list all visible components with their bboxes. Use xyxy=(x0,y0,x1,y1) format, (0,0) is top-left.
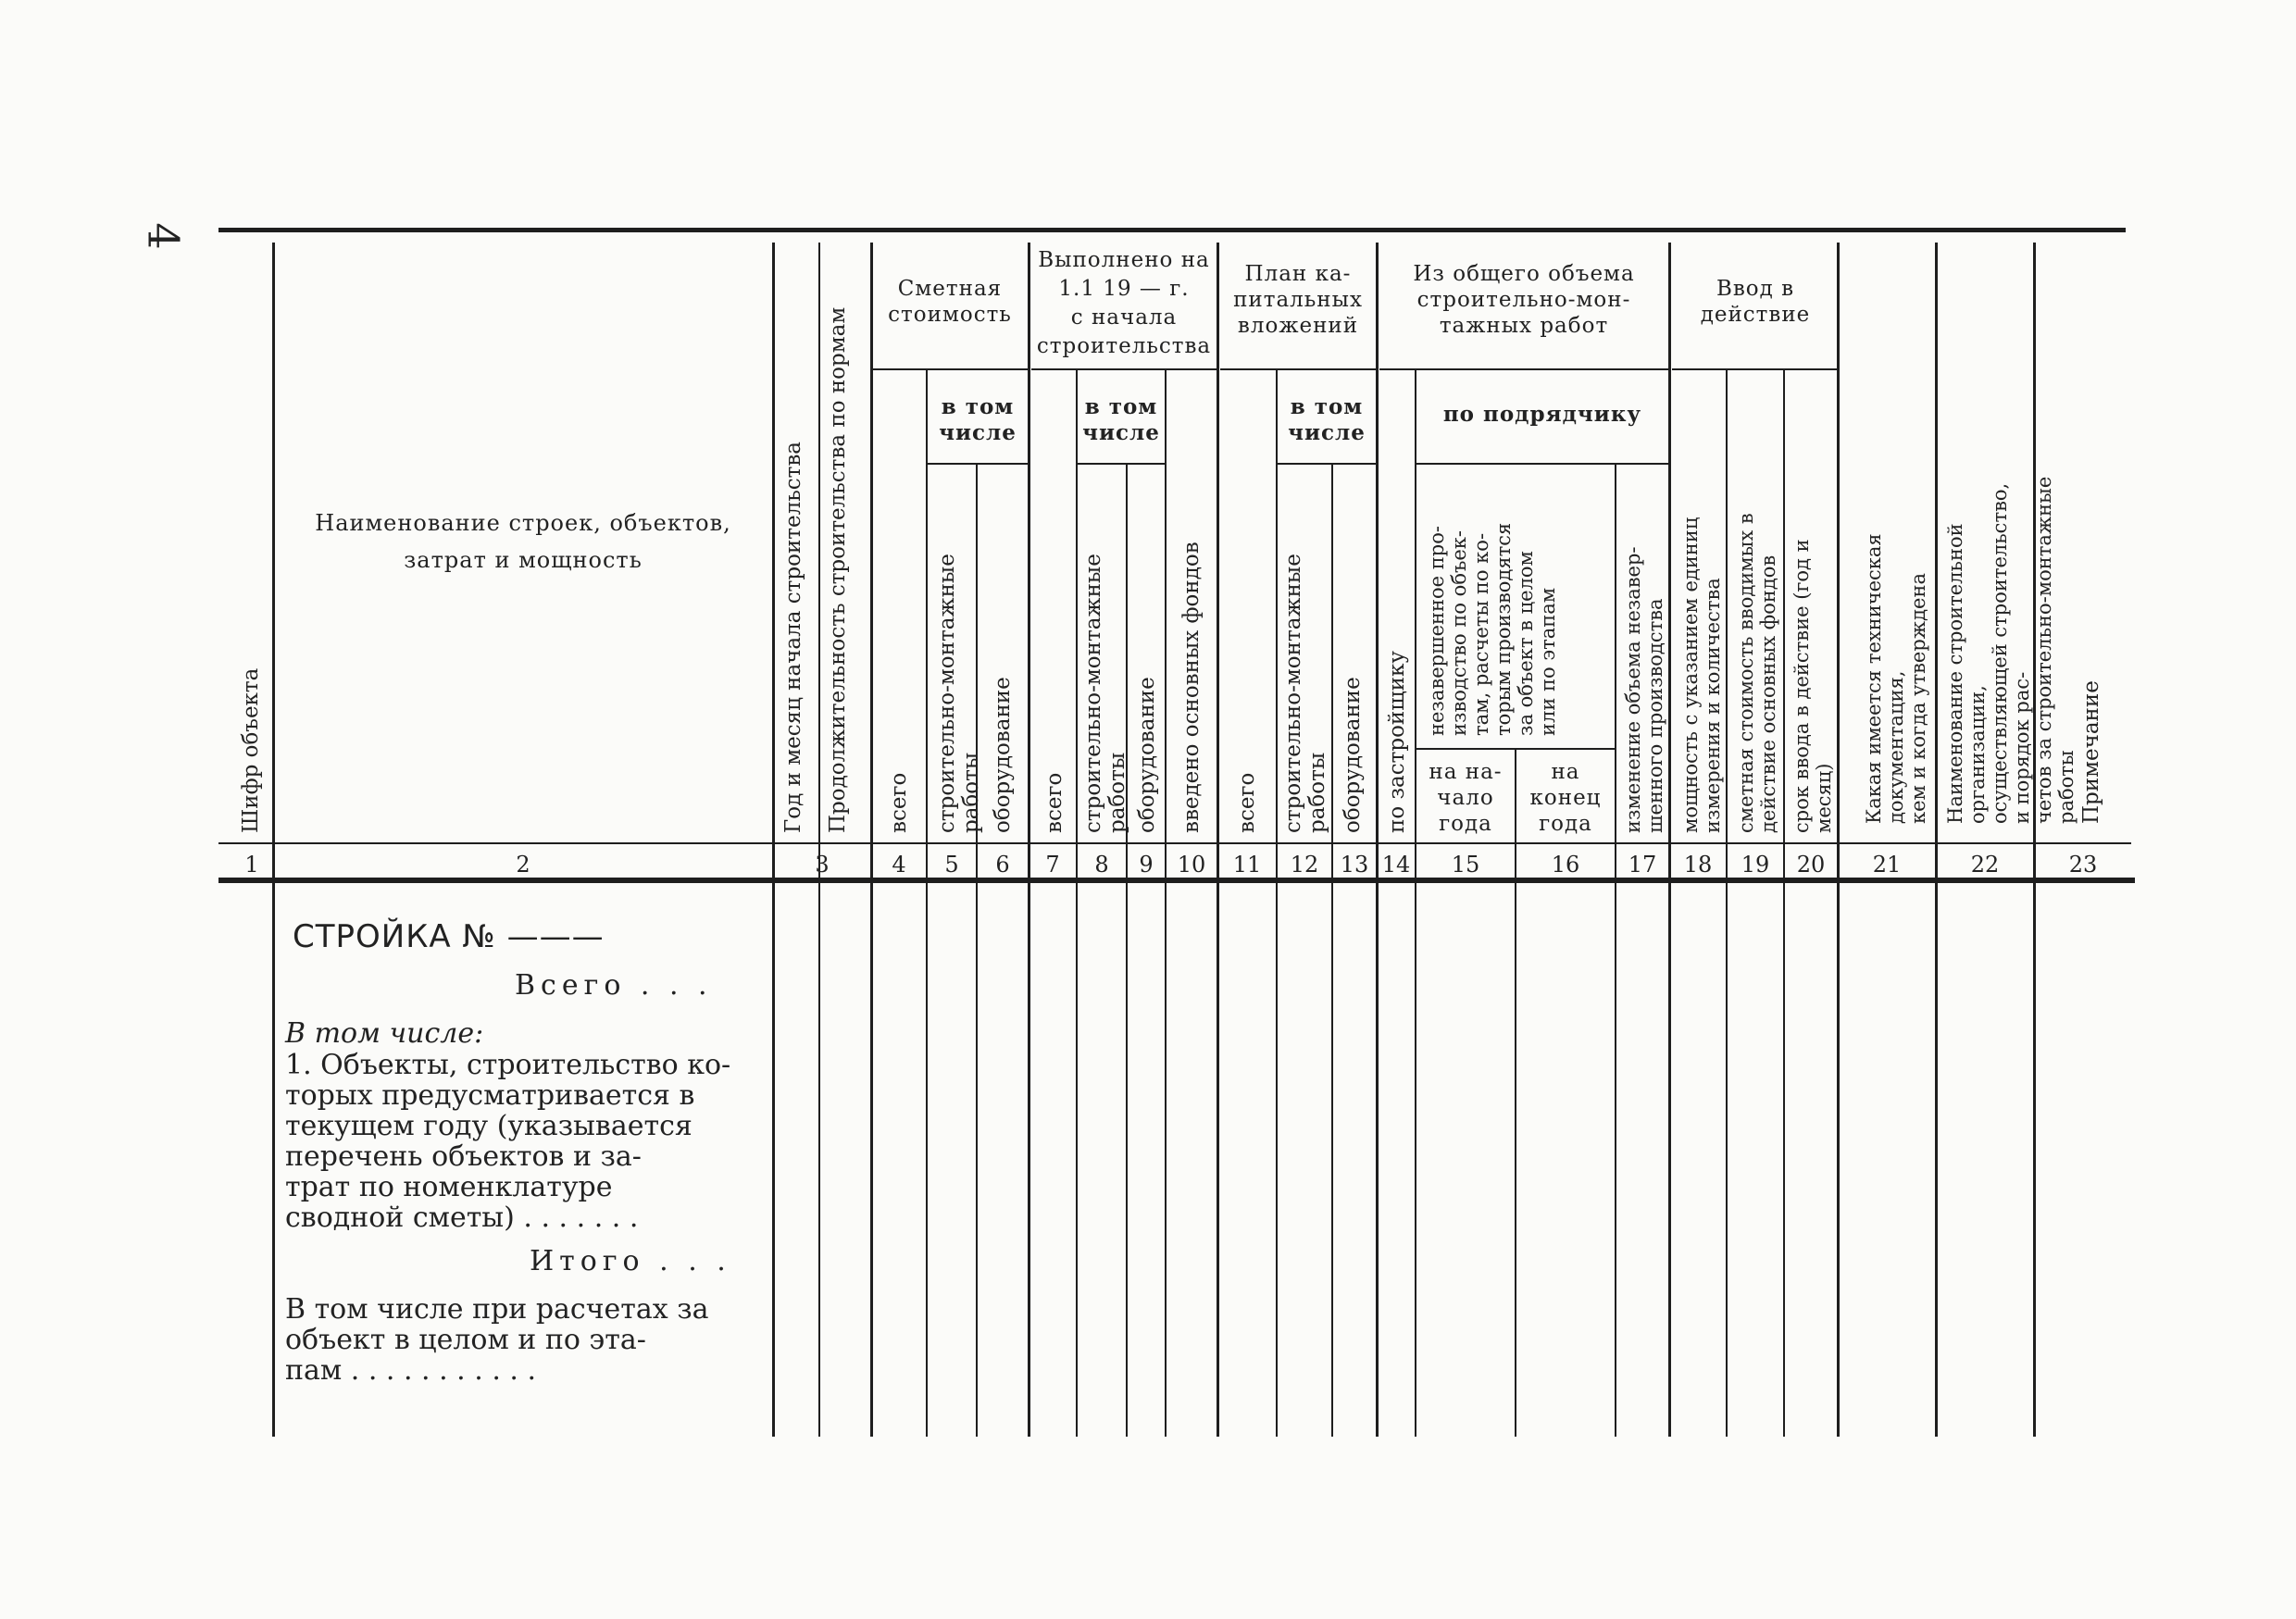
col22-label: Наименование строительной организации, осуществляющей строительство, и порядок рас- четов за строительно-монтажные работы xyxy=(1944,476,2078,824)
vtom-smet: в том числе xyxy=(939,394,1017,445)
plan-vtom-rule xyxy=(1276,463,1376,465)
na-nachalo-goda: на на- чало года xyxy=(1429,760,1503,836)
header-vvod-label: Ввод в действие xyxy=(1700,277,1811,327)
col-number: 3 xyxy=(815,852,830,878)
col-number: 4 xyxy=(892,852,906,878)
vvod-sub-rule xyxy=(1672,368,1839,370)
col-number: 19 xyxy=(1741,852,1770,878)
vline-u xyxy=(1837,243,1840,1437)
vline-v xyxy=(1935,243,1938,1437)
col18-label: мощность с указанием единиц измерения и количества xyxy=(1679,517,1724,833)
vline-h xyxy=(1076,368,1078,1437)
col-number: 16 xyxy=(1551,852,1580,878)
col7-label: всего xyxy=(1042,772,1067,833)
col-number: 9 xyxy=(1139,852,1154,878)
col4-label: всего xyxy=(887,772,911,833)
col6-label: оборудование xyxy=(991,677,1015,833)
vline-d xyxy=(870,243,873,1437)
col13-label: оборудование xyxy=(1341,677,1365,833)
header-izob-label: Из общего объема строительно-мон- тажных работ xyxy=(1413,262,1635,338)
vline-e xyxy=(926,368,928,1437)
vline-t xyxy=(1783,368,1785,1437)
col14-label: по застройщику xyxy=(1385,651,1409,833)
vline-b xyxy=(772,243,775,1437)
header-smet-label: Сметная стоимость xyxy=(888,277,1012,327)
col-number: 5 xyxy=(944,852,959,878)
header-vypoln-label: Выполнено на 1.1 19 — г. с начала строительства xyxy=(1036,248,1212,358)
col-number: 21 xyxy=(1872,852,1902,878)
vline-c xyxy=(818,243,820,1437)
col-number: 22 xyxy=(1970,852,2000,878)
col-number: 15 xyxy=(1451,852,1480,878)
col-number: 6 xyxy=(995,852,1010,878)
col17-label: изменение объема незавер- шенного производства xyxy=(1622,546,1666,833)
vtom-plan: в том числе xyxy=(1288,394,1366,445)
col9-label: оборудование xyxy=(1135,677,1159,833)
vline-q xyxy=(1615,463,1616,1437)
col-number: 7 xyxy=(1045,852,1060,878)
col10-label: введено основных фондов xyxy=(1179,542,1204,833)
col-number: 10 xyxy=(1177,852,1206,878)
col-number: 23 xyxy=(2068,852,2098,878)
vline-n xyxy=(1376,243,1379,1437)
top-rule xyxy=(218,228,2126,232)
vsego-line: Всего . . . xyxy=(515,969,713,1002)
vline-w xyxy=(2033,243,2036,1437)
col3-label: Год и месяц начала строительства xyxy=(781,441,805,833)
numbers-top-rule xyxy=(218,842,2131,844)
col19-label: сметная стоимость вводимых в действие основных фондов xyxy=(1735,513,1779,833)
col15-16-label: незавершенное про- изводство по объек- там, расчеты по ко- торым производятся за объект в целом или по этапам xyxy=(1426,522,1559,736)
header-plan-label: План ка- питальных вложений xyxy=(1233,262,1363,338)
col-number: 20 xyxy=(1796,852,1826,878)
col12-label: строительно-монтажные работы xyxy=(1281,554,1329,833)
col3b-label: Продолжительность строительства по нормам xyxy=(826,306,850,833)
itogo-line: Итого . . . xyxy=(530,1245,731,1277)
col-number: 12 xyxy=(1290,852,1319,878)
izob-sub-rule xyxy=(1379,368,1668,370)
col-number: 13 xyxy=(1340,852,1369,878)
smet-sub-rule xyxy=(870,368,1028,370)
col5-label: строительно-монтажные работы xyxy=(935,554,983,833)
v-tom-chisle-raschety: В том числе при расчетах за объект в целом и по эта- пам . . . . . . . . . . . xyxy=(285,1293,709,1387)
po-podryadchiku: по подрядчику xyxy=(1442,402,1642,427)
vline-k xyxy=(1217,243,1219,1437)
col1-label: Шифр объекта xyxy=(239,667,263,833)
plan-sub-rule xyxy=(1220,368,1376,370)
v-tom-chisle-line: В том числе: xyxy=(285,1017,484,1050)
vline-a xyxy=(272,243,275,1437)
col-number: 18 xyxy=(1683,852,1713,878)
col-number: 8 xyxy=(1094,852,1109,878)
vline-j xyxy=(1165,368,1167,1437)
col-number: 1 xyxy=(244,852,259,878)
podr-sub-rule xyxy=(1415,463,1668,465)
item-1-text: 1. Объекты, строительство ко- торых предусматривается в текущем году (указывается перечень объектов и за- трат по номенклатуре сводной сметы) . . . . . . . xyxy=(285,1049,731,1234)
col8-label: строительно-монтажные работы xyxy=(1081,554,1129,833)
vyp-vtom-rule xyxy=(1076,463,1165,465)
vline-m xyxy=(1331,463,1333,1437)
page-number: 4 xyxy=(138,222,189,250)
col-number: 2 xyxy=(516,852,530,878)
na-konets-goda: на конец года xyxy=(1529,760,1602,836)
vline-r xyxy=(1668,243,1671,1437)
col23-label: Примечание xyxy=(2079,680,2103,824)
header-c2-label: Наименование строек, объектов, затрат и мощность xyxy=(315,510,731,573)
vline-g xyxy=(1028,243,1030,1437)
col-number: 17 xyxy=(1628,852,1657,878)
header-bottom-rule xyxy=(218,878,2135,883)
stroika-heading: СТРОЙКА № ——— xyxy=(293,918,605,955)
col21-label: Какая имеется техническая документация, кем и когда утверждена xyxy=(1863,533,1929,824)
vline-l xyxy=(1276,368,1278,1437)
vyp-sub-rule xyxy=(1031,368,1217,370)
vtom-vyp: в том числе xyxy=(1082,394,1160,445)
col11-label: всего xyxy=(1235,772,1259,833)
vline-s xyxy=(1726,368,1728,1437)
col-number: 14 xyxy=(1381,852,1411,878)
col-number: 11 xyxy=(1232,852,1262,878)
vline-o xyxy=(1415,368,1416,1437)
col20-label: срок ввода в действие (год и месяц) xyxy=(1791,539,1835,833)
